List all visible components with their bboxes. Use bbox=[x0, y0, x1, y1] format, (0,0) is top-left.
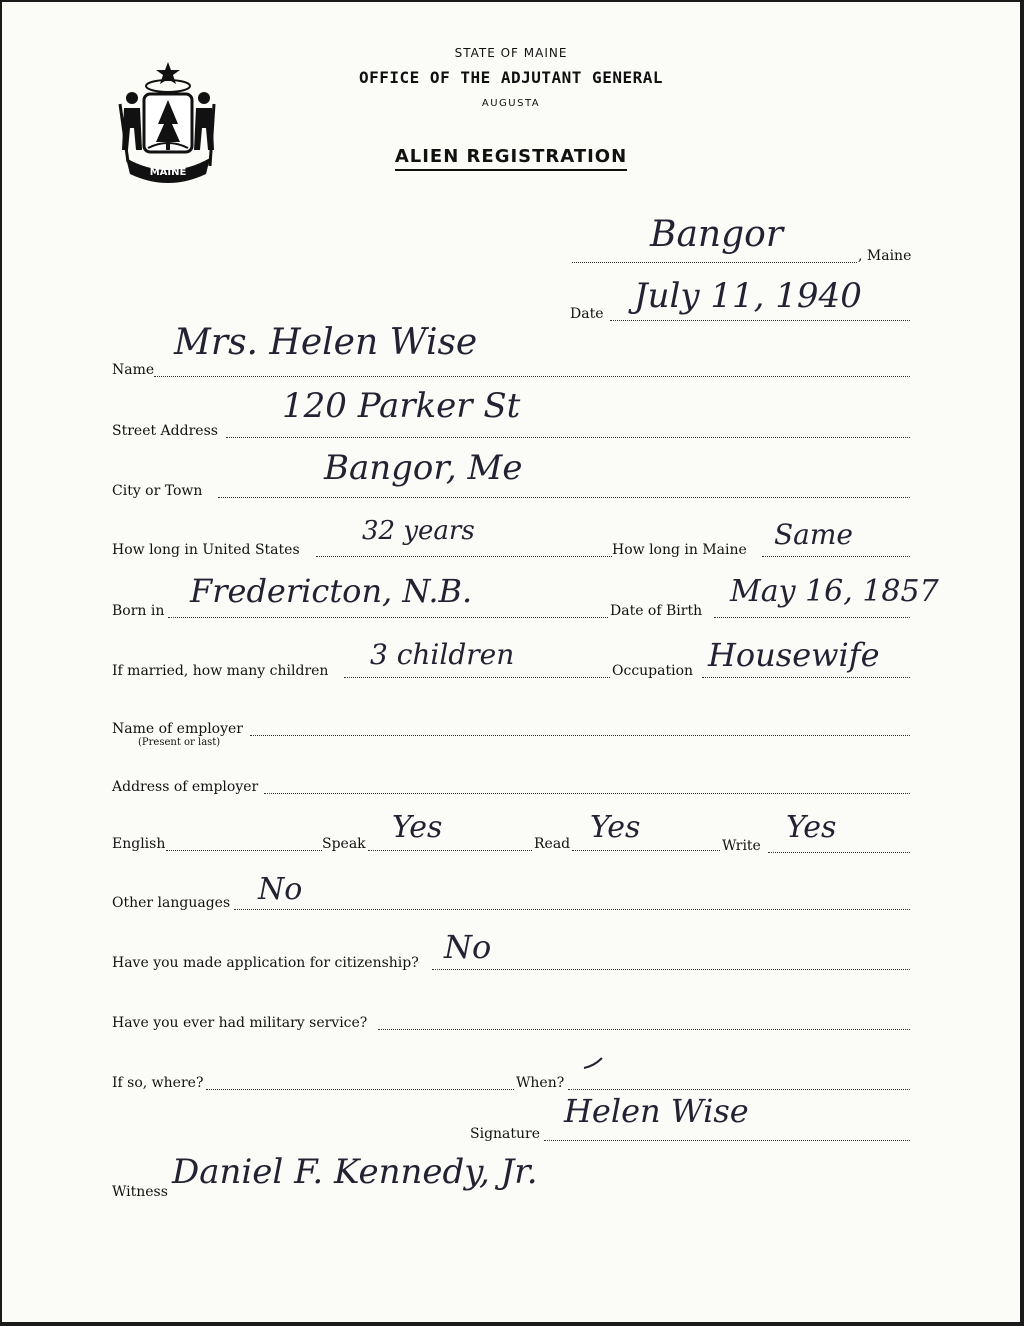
when-label: When? bbox=[516, 1075, 565, 1091]
date-label: Date bbox=[570, 306, 604, 322]
name-line bbox=[154, 376, 910, 377]
witness-value: Daniel F. Kennedy, Jr. bbox=[172, 1152, 538, 1192]
occupation-label: Occupation bbox=[612, 663, 694, 679]
how-long-maine-line bbox=[762, 556, 910, 557]
employer-address-label: Address of employer bbox=[112, 779, 259, 795]
signature-value: Helen Wise bbox=[564, 1092, 749, 1130]
read-label: Read bbox=[534, 836, 571, 852]
how-long-maine-label: How long in Maine bbox=[612, 542, 747, 558]
place-line bbox=[572, 262, 857, 263]
street-address-value: 120 Parker St bbox=[282, 386, 521, 426]
header-state: STATE OF MAINE bbox=[454, 46, 568, 60]
when-line bbox=[568, 1089, 910, 1090]
date-of-birth-line bbox=[714, 617, 910, 618]
born-in-line bbox=[168, 617, 608, 618]
children-label: If married, how many children bbox=[112, 663, 329, 679]
witness-label: Witness bbox=[112, 1184, 168, 1200]
other-languages-line bbox=[234, 909, 910, 910]
street-address-label: Street Address bbox=[112, 423, 218, 439]
occupation-line bbox=[702, 677, 910, 678]
born-in-value: Fredericton, N.B. bbox=[190, 572, 473, 610]
date-value: July 11, 1940 bbox=[634, 276, 862, 316]
how-long-maine-value: Same bbox=[774, 518, 853, 551]
header-office: OFFICE OF THE ADJUTANT GENERAL bbox=[359, 68, 663, 87]
children-line bbox=[344, 677, 610, 678]
citizenship-value: No bbox=[444, 928, 492, 966]
how-long-us-label: How long in United States bbox=[112, 542, 300, 558]
employer-note: (Present or last) bbox=[138, 737, 221, 748]
english-label: English bbox=[112, 836, 166, 852]
maine-label: , Maine bbox=[858, 248, 912, 264]
street-address-line bbox=[226, 437, 910, 438]
speak-label: Speak bbox=[322, 836, 366, 852]
name-value: Mrs. Helen Wise bbox=[174, 322, 478, 363]
children-value: 3 children bbox=[370, 638, 515, 671]
occupation-value: Housewife bbox=[708, 636, 880, 674]
employer-name-line bbox=[250, 735, 910, 736]
how-long-us-value: 32 years bbox=[362, 516, 475, 546]
place-value: Bangor bbox=[650, 214, 784, 255]
signature-line bbox=[544, 1140, 910, 1141]
read-line bbox=[572, 850, 720, 851]
header-city: AUGUSTA bbox=[481, 98, 541, 109]
registration-form bbox=[2, 2, 1020, 1322]
date-of-birth-value: May 16, 1857 bbox=[730, 574, 939, 609]
form-title-text: ALIEN REGISTRATION bbox=[395, 146, 627, 171]
read-value: Yes bbox=[590, 810, 641, 845]
write-line bbox=[768, 852, 910, 853]
where-line bbox=[206, 1089, 514, 1090]
citizenship-label: Have you made application for citizenship? bbox=[112, 955, 419, 971]
city-value: Bangor, Me bbox=[324, 448, 523, 488]
speak-line bbox=[368, 850, 532, 851]
employer-address-line bbox=[264, 793, 910, 794]
name-label: Name bbox=[112, 362, 155, 378]
seal-motto: MAINE bbox=[149, 167, 187, 178]
date-of-birth-label: Date of Birth bbox=[610, 603, 703, 619]
where-label: If so, where? bbox=[112, 1075, 204, 1091]
other-languages-value: No bbox=[258, 872, 303, 907]
employer-name-label: Name of employer bbox=[112, 721, 243, 737]
military-line bbox=[378, 1029, 910, 1030]
city-line bbox=[218, 497, 910, 498]
form-title bbox=[2, 146, 1020, 167]
write-value: Yes bbox=[786, 810, 837, 845]
citizenship-line bbox=[432, 969, 910, 970]
speak-value: Yes bbox=[392, 810, 443, 845]
english-line bbox=[166, 850, 322, 851]
city-label: City or Town bbox=[112, 483, 203, 499]
write-label: Write bbox=[722, 838, 761, 854]
other-languages-label: Other languages bbox=[112, 895, 231, 911]
military-label: Have you ever had military service? bbox=[112, 1015, 368, 1031]
date-line bbox=[610, 320, 910, 321]
born-in-label: Born in bbox=[112, 603, 165, 619]
how-long-us-line bbox=[316, 556, 612, 557]
when-checkmark bbox=[580, 1054, 606, 1076]
signature-label: Signature bbox=[470, 1126, 541, 1142]
